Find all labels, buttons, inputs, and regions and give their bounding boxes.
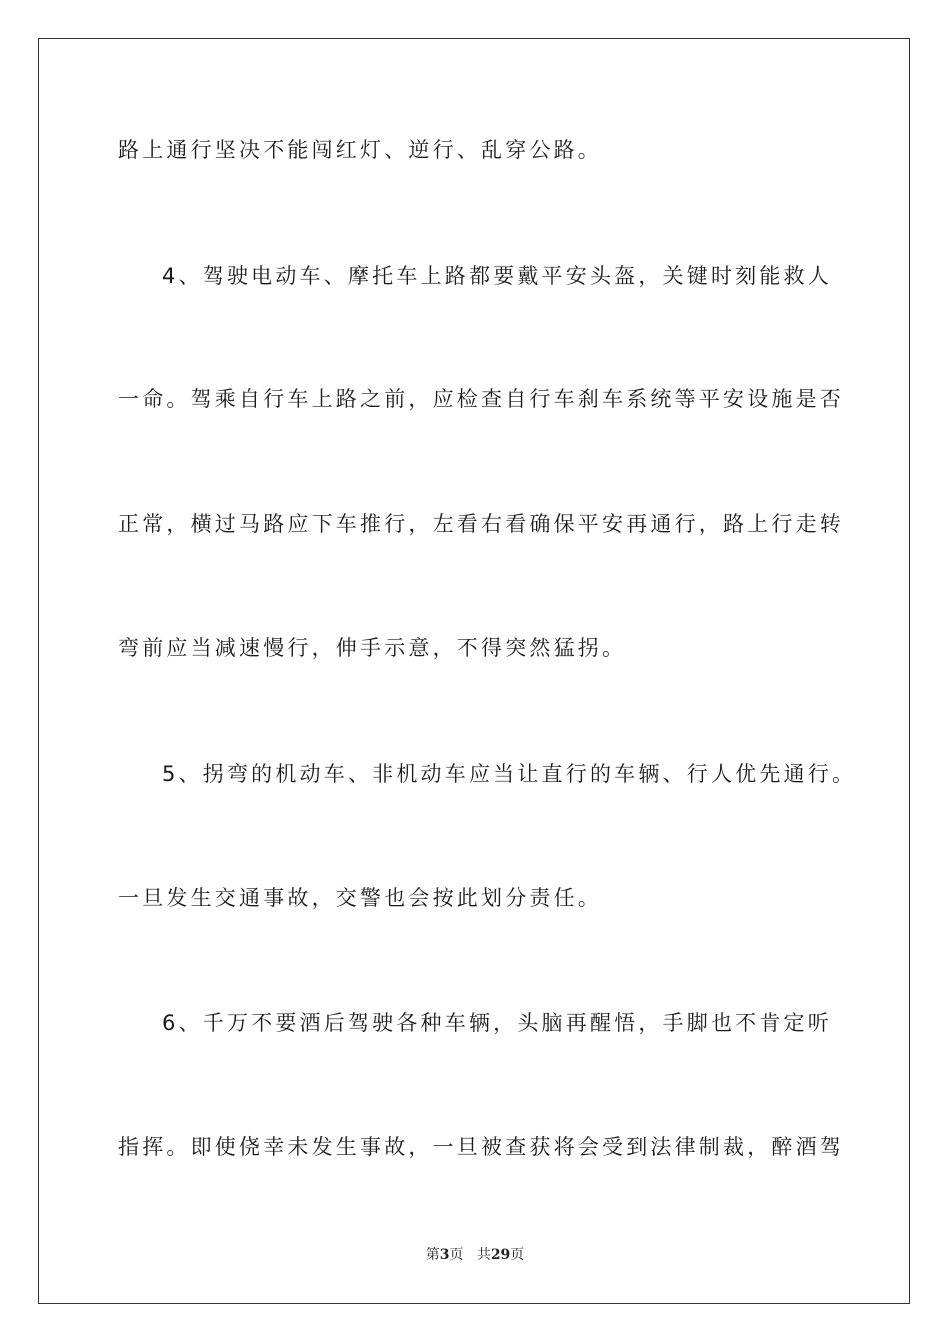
body-text-line: 一命。驾乘自行车上路之前，应检查自行车刹车系统等平安设施是否 [118,387,844,411]
total-prefix: 共 [476,1247,491,1263]
page-prefix: 第 [425,1247,440,1263]
total-pages: 29 [490,1247,511,1263]
page-border [38,38,910,1304]
paragraph-6-line: 6、千万不要酒后驾驶各种车辆，头脑再醒悟，手脚也不肯定听 [162,1011,832,1035]
page-footer [0,1246,950,1264]
page-suffix: 页 [449,1247,464,1263]
body-text-line: 弯前应当减速慢行，伸手示意，不得突然猛拐。 [118,636,627,660]
body-text-line: 指挥。即使侥幸未发生事故，一旦被查获将会受到法律制裁，醉酒驾 [118,1135,844,1159]
body-text-line: 路上通行坚决不能闯红灯、逆行、乱穿公路。 [118,138,602,162]
body-text-line: 正常，横过马路应下车推行，左看右看确保平安再通行，路上行走转 [118,512,844,536]
paragraph-4-line: 4、驾驶电动车、摩托车上路都要戴平安头盔，关键时刻能救人 [162,264,832,288]
total-suffix: 页 [510,1247,525,1263]
body-text-line: 一旦发生交通事故，交警也会按此划分责任。 [118,886,602,910]
paragraph-5-line: 5、拐弯的机动车、非机动车应当让直行的车辆、行人优先通行。 [162,762,857,786]
page-number: 3 [439,1247,450,1263]
